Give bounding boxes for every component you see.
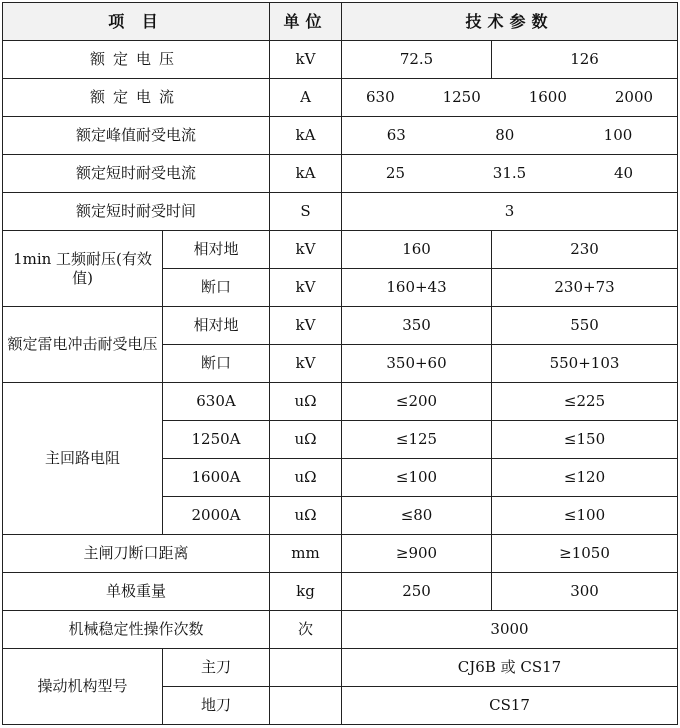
sub-label: 地刀 xyxy=(163,687,270,725)
value-cell: 250 xyxy=(342,573,492,611)
value-cell: CJ6B 或 CS17 xyxy=(342,649,678,687)
row-unit: kg xyxy=(270,573,342,611)
value-cell: ≤150 xyxy=(492,421,678,459)
value-cell: ≤80 xyxy=(342,497,492,535)
header-params: 技术参数 xyxy=(342,3,678,41)
value-cell xyxy=(342,117,678,155)
table-row xyxy=(3,41,678,79)
row-unit-empty xyxy=(270,687,342,725)
value-cell: 550 xyxy=(492,307,678,345)
value-item: 40 xyxy=(614,164,634,182)
value-item: 63 xyxy=(386,126,406,144)
row-unit: kV xyxy=(270,269,342,307)
sub-label: 主刀 xyxy=(163,649,270,687)
row-unit: kV xyxy=(270,41,342,79)
row-unit: uΩ xyxy=(270,497,342,535)
value-cell xyxy=(342,79,678,117)
value-cell: ≤120 xyxy=(492,459,678,497)
row-unit: kV xyxy=(270,345,342,383)
sub-label: 相对地 xyxy=(163,307,270,345)
value-cell: ≤225 xyxy=(492,383,678,421)
table-row xyxy=(3,307,678,345)
value-item: 100 xyxy=(603,126,633,144)
value-cell: ≥900 xyxy=(342,535,492,573)
value-cell: 300 xyxy=(492,573,678,611)
value-cell: 550+103 xyxy=(492,345,678,383)
value-item: 80 xyxy=(495,126,515,144)
row-label: 额定短时耐受电流 xyxy=(3,155,270,193)
value-cell: 350+60 xyxy=(342,345,492,383)
value-cell: 160 xyxy=(342,231,492,269)
value-cell xyxy=(342,155,678,193)
value-cell: 126 xyxy=(492,41,678,79)
table-row xyxy=(3,231,678,269)
table-row xyxy=(3,649,678,687)
sub-label: 断口 xyxy=(163,345,270,383)
value-item: 2000 xyxy=(614,88,654,106)
row-label: 主闸刀断口距离 xyxy=(3,535,270,573)
sub-label: 630A xyxy=(163,383,270,421)
row-unit-empty xyxy=(270,649,342,687)
value-cell: ≤200 xyxy=(342,383,492,421)
row-label: 1min 工频耐压(有效值) xyxy=(3,231,163,307)
value-cell: 3000 xyxy=(342,611,678,649)
row-label: 机械稳定性操作次数 xyxy=(3,611,270,649)
row-label: 单极重量 xyxy=(3,573,270,611)
value-cell: 160+43 xyxy=(342,269,492,307)
table-row xyxy=(3,117,678,155)
row-label: 额定短时耐受时间 xyxy=(3,193,270,231)
row-label: 主回路电阻 xyxy=(3,383,163,535)
value-cell: ≤125 xyxy=(342,421,492,459)
row-label: 操动机构型号 xyxy=(3,649,163,725)
value-item: 31.5 xyxy=(492,164,527,182)
technical-parameter-table xyxy=(2,2,678,725)
value-cell: 3 xyxy=(342,193,678,231)
table-row xyxy=(3,383,678,421)
row-unit: kA xyxy=(270,155,342,193)
row-unit: uΩ xyxy=(270,383,342,421)
header-item: 项 目 xyxy=(3,3,270,41)
row-unit: 次 xyxy=(270,611,342,649)
sub-label: 1250A xyxy=(163,421,270,459)
row-unit: uΩ xyxy=(270,421,342,459)
value-cell: 230+73 xyxy=(492,269,678,307)
row-label: 额定雷电冲击耐受电压 xyxy=(3,307,163,383)
table-row xyxy=(3,79,678,117)
row-unit: A xyxy=(270,79,342,117)
sub-label: 1600A xyxy=(163,459,270,497)
sub-label: 断口 xyxy=(163,269,270,307)
row-unit: kV xyxy=(270,231,342,269)
header-unit: 单位 xyxy=(270,3,342,41)
value-cell: 350 xyxy=(342,307,492,345)
table-row xyxy=(3,573,678,611)
row-unit: mm xyxy=(270,535,342,573)
sub-label: 相对地 xyxy=(163,231,270,269)
sub-label: 2000A xyxy=(163,497,270,535)
table-row xyxy=(3,611,678,649)
row-unit: kV xyxy=(270,307,342,345)
value-cell: ≤100 xyxy=(342,459,492,497)
value-cell: ≤100 xyxy=(492,497,678,535)
value-item: 25 xyxy=(385,164,405,182)
row-label: 额定电流 xyxy=(3,79,270,117)
row-unit: S xyxy=(270,193,342,231)
value-item: 630 xyxy=(365,88,395,106)
value-item: 1250 xyxy=(442,88,481,106)
value-cell: ≥1050 xyxy=(492,535,678,573)
row-label: 额定峰值耐受电流 xyxy=(3,117,270,155)
table-row xyxy=(3,193,678,231)
value-cell: 230 xyxy=(492,231,678,269)
table-row xyxy=(3,535,678,573)
table-row xyxy=(3,155,678,193)
value-cell: 72.5 xyxy=(342,41,492,79)
value-item: 1600 xyxy=(528,88,567,106)
row-unit: uΩ xyxy=(270,459,342,497)
header-row xyxy=(3,3,678,41)
row-unit: kA xyxy=(270,117,342,155)
row-label: 额定电压 xyxy=(3,41,270,79)
value-cell: CS17 xyxy=(342,687,678,725)
